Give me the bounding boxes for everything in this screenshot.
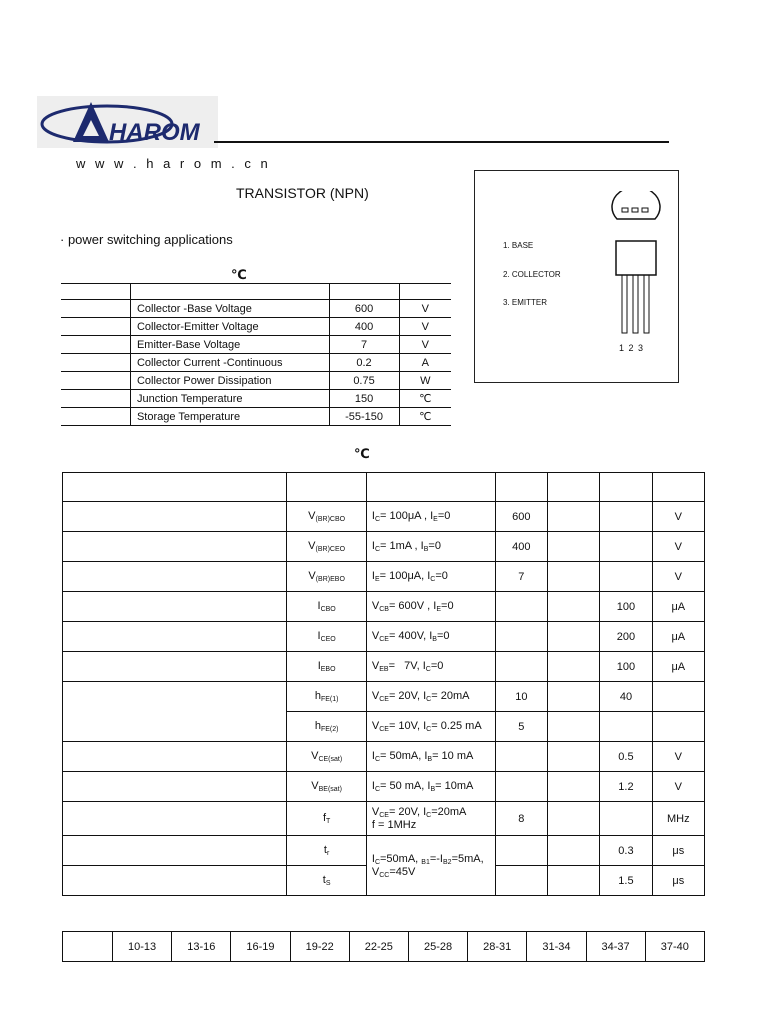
min-cell: [495, 622, 547, 652]
parameter-cell: Collector Power Dissipation: [130, 372, 329, 390]
table-header-row: [63, 473, 705, 502]
typ-cell: [547, 562, 599, 592]
min-cell: 400: [495, 532, 547, 562]
typ-cell: [547, 836, 599, 866]
website-url[interactable]: w w w . h a r o m . c n: [76, 156, 271, 171]
parameter-cell: [63, 836, 287, 866]
symbol-cell: $h_{FE(2)}$: [287, 712, 366, 742]
min-cell: 8: [495, 802, 547, 836]
typ-cell: [547, 742, 599, 772]
table-row: [63, 742, 705, 772]
max-cell: 100: [600, 652, 652, 682]
parameter-cell: [63, 622, 287, 652]
symbol-cell: $t_S$: [287, 866, 366, 896]
value-cell: 600: [329, 300, 399, 318]
parameter-cell: [63, 866, 287, 896]
typ-cell: [547, 532, 599, 562]
symbol-cell: [61, 300, 130, 318]
parameter-cell: [63, 502, 287, 532]
parameter-cell: [63, 592, 287, 622]
unit-cell: V: [399, 318, 451, 336]
min-cell: 10: [495, 682, 547, 712]
table-row: [63, 592, 705, 622]
unit-cell: μA: [652, 652, 704, 682]
parameter-cell: [63, 772, 287, 802]
unit-cell: V: [652, 562, 704, 592]
min-cell: [495, 866, 547, 896]
condition-cell: $I_C= 100\mu A$ , $I_E=0$: [366, 502, 495, 532]
value-cell: 150: [329, 390, 399, 408]
min-cell: [495, 836, 547, 866]
table-row: [63, 532, 705, 562]
unit-cell: ℃: [399, 390, 451, 408]
condition-cell: $I_E= 100\mu A$, $I_C=0$: [366, 562, 495, 592]
pin-label-collector: 2. COLLECTOR: [503, 270, 561, 279]
parameter-cell: [63, 652, 287, 682]
table-row: [63, 802, 705, 836]
max-cell: 1.2: [600, 772, 652, 802]
typ-cell: [547, 682, 599, 712]
parameter-cell: [63, 562, 287, 592]
table-row: [61, 336, 451, 354]
hfe-range-cell: 10-13: [113, 932, 172, 962]
condition-cell: $I_C= 50$ mA, $I_B= 10mA$: [366, 772, 495, 802]
header-rule: [214, 141, 669, 143]
unit-cell: MHz: [652, 802, 704, 836]
hfe-range-cell: 25-28: [408, 932, 467, 962]
unit-cell: μs: [652, 836, 704, 866]
value-cell: -55-150: [329, 408, 399, 426]
hfe-range-cell: 37-40: [645, 932, 704, 962]
unit-cell: [652, 682, 704, 712]
table-row: [61, 408, 451, 426]
table-row: [63, 652, 705, 682]
max-cell: 200: [600, 622, 652, 652]
min-cell: [495, 652, 547, 682]
hfe-classification-table: [62, 931, 705, 962]
condition-cell: $I_C= 50mA$, $I_B= 10$ mA: [366, 742, 495, 772]
symbol-cell: [61, 408, 130, 426]
symbol-cell: $f_T$: [287, 802, 366, 836]
symbol-cell: $I_{CBO}$: [287, 592, 366, 622]
hfe-range-cell: 22-25: [349, 932, 408, 962]
parameter-cell: [63, 682, 287, 742]
max-cell: [600, 712, 652, 742]
absolute-max-ratings-table: [61, 283, 451, 426]
pinout-diagram: [474, 170, 679, 383]
parameter-cell: Collector Current -Continuous: [130, 354, 329, 372]
table-row: [63, 772, 705, 802]
symbol-cell: $V_{CE(sat)}$: [287, 742, 366, 772]
max-cell: [600, 532, 652, 562]
max-cell: 100: [600, 592, 652, 622]
typ-cell: [547, 502, 599, 532]
typ-cell: [547, 772, 599, 802]
typ-cell: [547, 592, 599, 622]
symbol-cell: $h_{FE(1)}$: [287, 682, 366, 712]
condition-cell: $I_C=50mA$, $_{B1}=-I_{B2}=5mA$, $V_{CC}=45V$: [366, 836, 495, 896]
symbol-cell: [61, 372, 130, 390]
table-row: [61, 300, 451, 318]
feature-bullet: · power switching applications: [60, 232, 233, 247]
electrical-characteristics-table: [62, 472, 705, 896]
symbol-cell: $I_{EBO}$: [287, 652, 366, 682]
condition-cell: $V_{CE}= 20V$, $I_C=20mA$ f = 1MHz: [366, 802, 495, 836]
parameter-cell: Collector-Emitter Voltage: [130, 318, 329, 336]
unit-cell: V: [652, 502, 704, 532]
condition-cell: $V_{CB}= 600V$ , $I_E=0$: [366, 592, 495, 622]
symbol-cell: $V_{(BR)CEO}$: [287, 532, 366, 562]
typ-cell: [547, 802, 599, 836]
table-row: [61, 372, 451, 390]
symbol-cell: [61, 390, 130, 408]
hfe-range-cell: 16-19: [231, 932, 290, 962]
hfe-range-cell: 28-31: [468, 932, 527, 962]
parameter-cell: [63, 532, 287, 562]
min-cell: [495, 592, 547, 622]
hfe-range-cell: 31-34: [527, 932, 586, 962]
condition-cell: $V_{CE}= 20V$, $I_C= 20mA$: [366, 682, 495, 712]
parameter-cell: Collector -Base Voltage: [130, 300, 329, 318]
table-row: [61, 390, 451, 408]
value-cell: 7: [329, 336, 399, 354]
value-cell: 400: [329, 318, 399, 336]
harom-logo-mark: [37, 96, 218, 148]
condition-cell: $V_{CE}= 10V$, $I_C= 0.25$ mA: [366, 712, 495, 742]
max-cell: 0.5: [600, 742, 652, 772]
condition-cell: $V_{EB}= 7V$, $I_C=0$: [366, 652, 495, 682]
abs-max-unit-heading: ℃: [231, 267, 247, 282]
max-cell: [600, 502, 652, 532]
table-row: [63, 836, 705, 866]
symbol-cell: [61, 336, 130, 354]
min-cell: 7: [495, 562, 547, 592]
value-cell: 0.2: [329, 354, 399, 372]
table-row: [63, 622, 705, 652]
symbol-cell: [61, 318, 130, 336]
table-row: [63, 502, 705, 532]
condition-cell: $I_C= 1mA$ , $I_B=0$: [366, 532, 495, 562]
typ-cell: [547, 622, 599, 652]
table-row: [63, 682, 705, 712]
pin-numbers: 1 2 3: [619, 343, 644, 353]
table-row: [63, 562, 705, 592]
brand-logo: [37, 96, 218, 148]
unit-cell: ℃: [399, 408, 451, 426]
table-header-row: [61, 284, 451, 300]
symbol-cell: $V_{(BR)EBO}$: [287, 562, 366, 592]
unit-cell: [652, 712, 704, 742]
parameter-cell: Emitter-Base Voltage: [130, 336, 329, 354]
unit-cell: V: [399, 300, 451, 318]
document-title: TRANSISTOR (NPN): [236, 185, 369, 201]
unit-cell: V: [652, 742, 704, 772]
parameter-cell: [63, 802, 287, 836]
electrical-unit-heading: ℃: [354, 446, 370, 461]
unit-cell: W: [399, 372, 451, 390]
max-cell: [600, 802, 652, 836]
unit-cell: V: [652, 772, 704, 802]
unit-cell: μs: [652, 866, 704, 896]
max-cell: 40: [600, 682, 652, 712]
min-cell: 5: [495, 712, 547, 742]
min-cell: [495, 742, 547, 772]
max-cell: 1.5: [600, 866, 652, 896]
symbol-cell: $V_{BE(sat)}$: [287, 772, 366, 802]
hfe-range-cell: 13-16: [172, 932, 231, 962]
symbol-cell: $I_{CEO}$: [287, 622, 366, 652]
classification-row: [63, 932, 705, 962]
table-row: [61, 354, 451, 372]
min-cell: 600: [495, 502, 547, 532]
max-cell: 0.3: [600, 836, 652, 866]
parameter-cell: [63, 742, 287, 772]
symbol-cell: $t_r$: [287, 836, 366, 866]
pin-label-emitter: 3. EMITTER: [503, 298, 548, 307]
symbol-cell: $V_{(BR)CBO}$: [287, 502, 366, 532]
brand-wordmark: HAROM: [109, 119, 200, 146]
symbol-cell: [61, 354, 130, 372]
typ-cell: [547, 652, 599, 682]
table-row: [61, 318, 451, 336]
typ-cell: [547, 866, 599, 896]
unit-cell: μA: [652, 592, 704, 622]
unit-cell: V: [652, 532, 704, 562]
parameter-cell: Storage Temperature: [130, 408, 329, 426]
typ-cell: [547, 712, 599, 742]
hfe-range-cell: 34-37: [586, 932, 645, 962]
hfe-range-cell: 19-22: [290, 932, 349, 962]
unit-cell: A: [399, 354, 451, 372]
parameter-cell: Junction Temperature: [130, 390, 329, 408]
unit-cell: V: [399, 336, 451, 354]
max-cell: [600, 562, 652, 592]
unit-cell: μA: [652, 622, 704, 652]
value-cell: 0.75: [329, 372, 399, 390]
pin-label-base: 1. BASE: [503, 241, 534, 250]
condition-cell: $V_{CE}= 400V$, $I_B=0$: [366, 622, 495, 652]
min-cell: [495, 772, 547, 802]
